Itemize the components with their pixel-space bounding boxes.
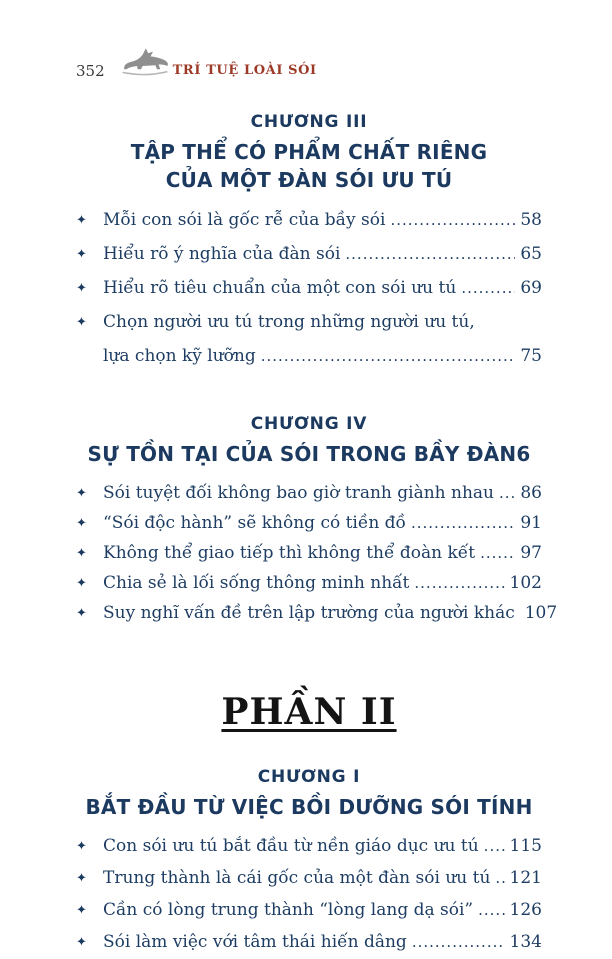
entry-text: Trung thành là cái gốc của một đàn sói ưu tú bbox=[103, 868, 491, 889]
entry-text: Sói tuyệt đối không bao giờ tranh giành nhau bbox=[103, 482, 494, 503]
part-title bbox=[76, 691, 542, 733]
toc-entry bbox=[76, 238, 542, 272]
entry-page-number: 58 bbox=[520, 210, 542, 231]
star-bullet-icon: ✦ bbox=[76, 839, 87, 855]
entry-page-number: 65 bbox=[520, 244, 542, 265]
wolf-logo-icon bbox=[121, 46, 169, 82]
section-title-line-1: TẬP THỂ CÓ PHẨM CHẤT RIÊNG bbox=[130, 140, 488, 164]
entry-text: Hiểu rõ ý nghĩa của đàn sói bbox=[103, 244, 341, 265]
toc-entry bbox=[76, 204, 542, 238]
toc-list bbox=[76, 479, 558, 629]
entry-page-number: 126 bbox=[509, 900, 542, 921]
chapter-label: CHƯƠNG III bbox=[250, 112, 368, 132]
entry-text: Chia sẻ là lối sống thông minh nhất bbox=[103, 572, 410, 593]
entry-page-number: 86 bbox=[520, 482, 542, 503]
star-bullet-icon: ✦ bbox=[76, 903, 87, 919]
star-bullet-icon: ✦ bbox=[76, 485, 87, 501]
page-header bbox=[76, 50, 542, 82]
section-chuong-3 bbox=[76, 112, 542, 374]
star-bullet-icon: ✦ bbox=[76, 935, 87, 951]
toc-entry bbox=[76, 895, 542, 927]
star-bullet-icon: ✦ bbox=[76, 545, 87, 561]
star-bullet-icon: ✦ bbox=[76, 247, 87, 263]
dot-leader bbox=[495, 863, 504, 893]
entry-text: Chọn người ưu tú trong những người ưu tú, bbox=[103, 312, 475, 333]
toc-entry bbox=[76, 539, 542, 569]
toc-entry bbox=[76, 306, 542, 340]
star-bullet-icon: ✦ bbox=[76, 315, 87, 331]
dot-leader bbox=[484, 831, 505, 861]
book-title: TRÍ TUỆ LOÀI SÓI bbox=[172, 63, 317, 78]
dot-leader bbox=[412, 927, 505, 957]
toc-entry bbox=[76, 831, 542, 863]
entry-text: Sói làm việc với tâm thái hiến dâng bbox=[103, 932, 407, 953]
section-chuong-4 bbox=[76, 414, 558, 629]
chapter-label: CHƯƠNG I bbox=[257, 766, 361, 787]
dot-leader bbox=[499, 479, 515, 508]
entry-page-number: 91 bbox=[520, 512, 542, 533]
star-bullet-icon: ✦ bbox=[76, 515, 87, 531]
dot-leader bbox=[390, 204, 515, 236]
section-title bbox=[76, 794, 542, 822]
entry-page-number: 107 bbox=[524, 602, 558, 623]
dot-leader bbox=[411, 509, 515, 538]
section-title-line-2: CỦA MỘT ĐÀN SÓI ƯU TÚ bbox=[165, 167, 453, 192]
entry-page-number: 75 bbox=[520, 346, 542, 367]
toc-list bbox=[76, 204, 542, 374]
dot-leader bbox=[480, 539, 515, 568]
entry-text: “Sói độc hành” sẽ không có tiền đồ bbox=[103, 512, 406, 533]
toc-entry bbox=[76, 569, 542, 599]
entry-text: Con sói ưu tú bắt đầu từ nền giáo dục ưu tú bbox=[103, 836, 479, 857]
entry-text: lựa chọn kỹ lưỡng bbox=[103, 346, 256, 367]
entry-text: Cần có lòng trung thành “lòng lang dạ sói” bbox=[103, 900, 474, 921]
section-title-line-1: BẮT ĐẦU TỪ VIỆC BỒI DƯỠNG SÓI TÍNH bbox=[85, 794, 533, 819]
dot-leader bbox=[261, 340, 516, 372]
chapter-label: CHƯƠNG IV bbox=[250, 414, 368, 435]
page-number: 352 bbox=[76, 62, 105, 80]
star-bullet-icon: ✦ bbox=[76, 213, 87, 229]
star-bullet-icon: ✦ bbox=[76, 575, 87, 591]
toc-entry bbox=[76, 509, 542, 539]
section-title-line-1: SỰ TỒN TẠI CỦA SÓI TRONG BẦY ĐÀN6 bbox=[87, 442, 531, 467]
entry-text: Không thể giao tiếp thì không thể đoàn kết bbox=[103, 542, 476, 563]
toc-entry bbox=[76, 272, 542, 306]
toc-entry bbox=[76, 927, 542, 959]
entry-text: Mỗi con sói là gốc rễ của bầy sói bbox=[103, 210, 386, 231]
entry-text: Hiểu rõ tiêu chuẩn của một con sói ưu tú bbox=[103, 278, 457, 299]
entry-page-number: 69 bbox=[520, 278, 542, 299]
toc-entry bbox=[76, 863, 542, 895]
entry-page-number: 115 bbox=[509, 836, 542, 857]
entry-page-number: 121 bbox=[509, 868, 542, 889]
section-chuong-1 bbox=[76, 767, 542, 959]
entry-text: Suy nghĩ vấn đề trên lập trường của người khác bbox=[103, 602, 515, 623]
dot-leader bbox=[478, 895, 504, 925]
star-bullet-icon: ✦ bbox=[76, 281, 87, 297]
dot-leader bbox=[345, 238, 515, 270]
entry-page-number: 102 bbox=[509, 572, 542, 593]
part-title-text: PHẦN II bbox=[221, 690, 397, 733]
dot-leader bbox=[414, 569, 504, 598]
toc-entry bbox=[76, 479, 542, 509]
entry-page-number: 97 bbox=[520, 542, 542, 563]
star-bullet-icon: ✦ bbox=[76, 605, 87, 621]
toc-list bbox=[76, 831, 542, 959]
star-bullet-icon: ✦ bbox=[76, 871, 87, 887]
section-title bbox=[76, 441, 542, 469]
entry-page-number: 134 bbox=[509, 932, 542, 953]
dot-leader bbox=[461, 272, 515, 304]
section-title bbox=[76, 139, 542, 194]
toc-entry-continuation bbox=[76, 340, 542, 374]
toc-entry bbox=[76, 599, 558, 629]
